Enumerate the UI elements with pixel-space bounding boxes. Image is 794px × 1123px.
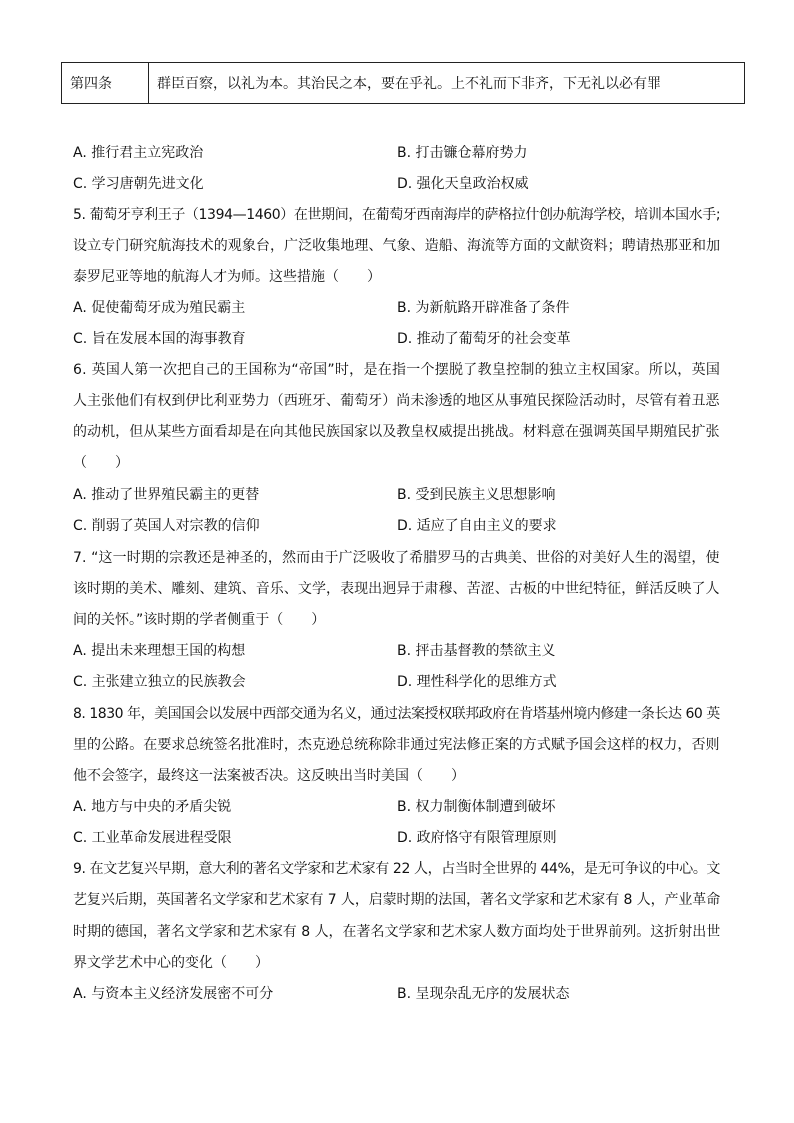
q7-option-a: A. 提出未来理想王国的构想	[73, 643, 246, 659]
q6-option-b: B. 受到民族主义思想影响	[397, 487, 556, 503]
q6-option-c: C. 削弱了英国人对宗教的信仰	[73, 518, 260, 534]
q7-stem-line: 间的关怀。”该时期的学者侧重于（ ）	[73, 612, 326, 628]
q9-stem-line: 界文学艺术中心的变化（ ）	[73, 955, 269, 971]
q6-stem-line: 6. 英国人第一次把自己的王国称为“帝国”时，是在指一个摆脱了教皇控制的独立主权国家。所以，英国	[73, 362, 721, 378]
q8-option-d: D. 政府恪守有限管理原则	[397, 830, 557, 846]
article-table	[61, 62, 745, 104]
q9-stem-line: 9. 在文艺复兴早期，意大利的著名文学家和艺术家有 22 人，占当时全世界的 44%，是无可争议的中心。文	[73, 861, 721, 877]
q5-option-d: D. 推动了葡萄牙的社会变革	[397, 331, 571, 347]
q5-option-a: A. 促使葡萄牙成为殖民霸主	[73, 300, 246, 316]
q4-option-a: A. 推行君主立宪政治	[73, 145, 204, 161]
q9-option-a: A. 与资本主义经济发展密不可分	[73, 986, 274, 1002]
q8-option-a: A. 地方与中央的矛盾尖锐	[73, 799, 232, 815]
q9-stem-line: 艺复兴后期，英国著名文学家和艺术家有 7 人，启蒙时期的法国，著名文学家和艺术家有 8 人，产业革命	[73, 892, 721, 908]
article-label: 第四条	[62, 63, 149, 104]
q6-option-a: A. 推动了世界殖民霸主的更替	[73, 487, 260, 503]
q5-option-b: B. 为新航路开辟准备了条件	[397, 300, 570, 316]
q5-stem-line: 设立专门研究航海技术的观象台，广泛收集地理、气象、造船、海流等方面的文献资料；聘请热那亚和加	[73, 238, 721, 254]
q6-stem-line: 人主张他们有权到伊比利亚势力（西班牙、葡萄牙）尚未渗透的地区从事殖民探险活动时，尽管有着丑恶	[73, 393, 720, 409]
q8-option-b: B. 权力制衡体制遭到破坏	[397, 799, 556, 815]
q8-stem-line: 他不会签字，最终这一法案被否决。这反映出当时美国（ ）	[73, 768, 465, 784]
q6-stem-line: （ ）	[73, 455, 129, 471]
q8-stem-line: 8. 1830 年，美国国会以发展中西部交通为名义，通过法案授权联邦政府在肯塔基州境内修建一条长达 60 英	[73, 706, 720, 722]
q4-option-b: B. 打击镰仓幕府势力	[397, 145, 528, 161]
q7-option-d: D. 理性科学化的思维方式	[397, 674, 557, 690]
q7-stem-line: 该时期的美术、雕刻、建筑、音乐、文学，表现出迥异于肃穆、苦涩、古板的中世纪特征，鲜活反映了人	[73, 581, 720, 597]
q6-stem-line: 的动机，但从某些方面看却是在向其他民族国家以及教皇权威提出挑战。材料意在强调英国早期殖民扩张	[73, 424, 720, 440]
q9-option-b: B. 呈现杂乱无序的发展状态	[397, 986, 570, 1002]
article-content: 群臣百察，以礼为本。其治民之本，要在乎礼。上不礼而下非齐，下无礼以必有罪	[149, 63, 745, 104]
q5-option-c: C. 旨在发展本国的海事教育	[73, 331, 246, 347]
q7-option-c: C. 主张建立独立的民族教会	[73, 674, 246, 690]
q4-option-c: C. 学习唐朝先进文化	[73, 176, 204, 192]
q7-stem-line: 7. “这一时期的宗教还是神圣的，然而由于广泛吸收了希腊罗马的古典美、世俗的对美好人生的渴望，使	[73, 550, 720, 566]
q9-stem-line: 时期的德国，著名文学家和艺术家有 8 人，在著名文学家和艺术家人数方面均处于世界前列。这折射出世	[73, 924, 721, 940]
q4-option-d: D. 强化天皇政治权威	[397, 176, 529, 192]
q7-option-b: B. 抨击基督教的禁欲主义	[397, 643, 556, 659]
q8-stem-line: 里的公路。在要求总统签名批准时，杰克逊总统称除非通过宪法修正案的方式赋予国会这样的权力，否则	[73, 737, 720, 753]
q5-stem-line: 5. 葡萄牙亨利王子（1394—1460）在世期间，在葡萄牙西南海岸的萨格拉什创办航海学校，培训本国水手;	[73, 207, 721, 223]
q6-option-d: D. 适应了自由主义的要求	[397, 518, 557, 534]
q8-option-c: C. 工业革命发展进程受限	[73, 830, 232, 846]
table-row	[62, 63, 745, 104]
q5-stem-line: 泰罗尼亚等地的航海人才为师。这些措施（ ）	[73, 269, 381, 285]
